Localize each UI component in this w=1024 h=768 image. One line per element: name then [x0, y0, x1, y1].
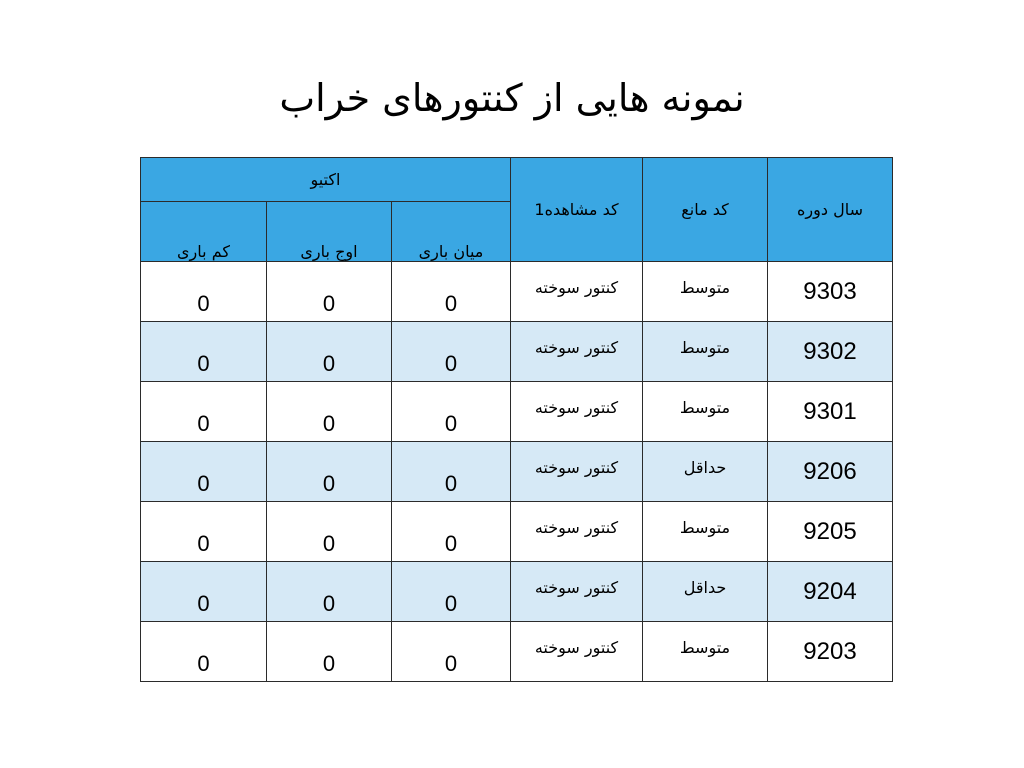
cell-low-load: 0 — [141, 322, 267, 382]
cell-year: 9303 — [768, 262, 893, 322]
cell-obstacle: متوسط — [643, 622, 768, 682]
broken-meters-table — [140, 157, 893, 682]
cell-peak-load: 0 — [267, 322, 392, 382]
cell-observation: کنتور سوخته — [511, 502, 643, 562]
table-header — [141, 158, 893, 262]
cell-peak-load: 0 — [267, 562, 392, 622]
table-body — [141, 262, 893, 682]
cell-year: 9301 — [768, 382, 893, 442]
cell-peak-load: 0 — [267, 262, 392, 322]
header-row-top — [141, 158, 893, 202]
table-row — [141, 262, 893, 322]
table-row — [141, 502, 893, 562]
cell-low-load: 0 — [141, 262, 267, 322]
cell-observation: کنتور سوخته — [511, 622, 643, 682]
header-obstacle-code: کد مانع — [643, 158, 768, 262]
header-peak-load: اوج باری — [267, 202, 392, 262]
cell-year: 9204 — [768, 562, 893, 622]
cell-mid-load: 0 — [392, 622, 511, 682]
cell-peak-load: 0 — [267, 502, 392, 562]
cell-year: 9302 — [768, 322, 893, 382]
header-observation-code: کد مشاهده1 — [511, 158, 643, 262]
cell-mid-load: 0 — [392, 502, 511, 562]
cell-mid-load: 0 — [392, 322, 511, 382]
cell-obstacle: حداقل — [643, 442, 768, 502]
header-mid-load: میان باری — [392, 202, 511, 262]
header-active: اکتیو — [141, 158, 511, 202]
header-year: سال دوره — [768, 158, 893, 262]
table-row — [141, 382, 893, 442]
cell-mid-load: 0 — [392, 262, 511, 322]
cell-low-load: 0 — [141, 442, 267, 502]
cell-year: 9203 — [768, 622, 893, 682]
cell-peak-load: 0 — [267, 442, 392, 502]
cell-mid-load: 0 — [392, 442, 511, 502]
cell-obstacle: متوسط — [643, 382, 768, 442]
cell-observation: کنتور سوخته — [511, 562, 643, 622]
cell-observation: کنتور سوخته — [511, 382, 643, 442]
cell-mid-load: 0 — [392, 562, 511, 622]
cell-mid-load: 0 — [392, 382, 511, 442]
cell-peak-load: 0 — [267, 382, 392, 442]
cell-observation: کنتور سوخته — [511, 262, 643, 322]
cell-observation: کنتور سوخته — [511, 322, 643, 382]
cell-year: 9205 — [768, 502, 893, 562]
cell-obstacle: متوسط — [643, 322, 768, 382]
cell-low-load: 0 — [141, 502, 267, 562]
cell-peak-load: 0 — [267, 622, 392, 682]
cell-observation: کنتور سوخته — [511, 442, 643, 502]
header-low-load: کم باری — [141, 202, 267, 262]
cell-obstacle: حداقل — [643, 562, 768, 622]
cell-low-load: 0 — [141, 382, 267, 442]
cell-low-load: 0 — [141, 562, 267, 622]
cell-obstacle: متوسط — [643, 502, 768, 562]
table-row — [141, 322, 893, 382]
slide-title: نمونه هایی از کنتورهای خراب — [279, 76, 745, 120]
table-row — [141, 562, 893, 622]
cell-low-load: 0 — [141, 622, 267, 682]
table-row — [141, 622, 893, 682]
table-row — [141, 442, 893, 502]
cell-obstacle: متوسط — [643, 262, 768, 322]
cell-year: 9206 — [768, 442, 893, 502]
